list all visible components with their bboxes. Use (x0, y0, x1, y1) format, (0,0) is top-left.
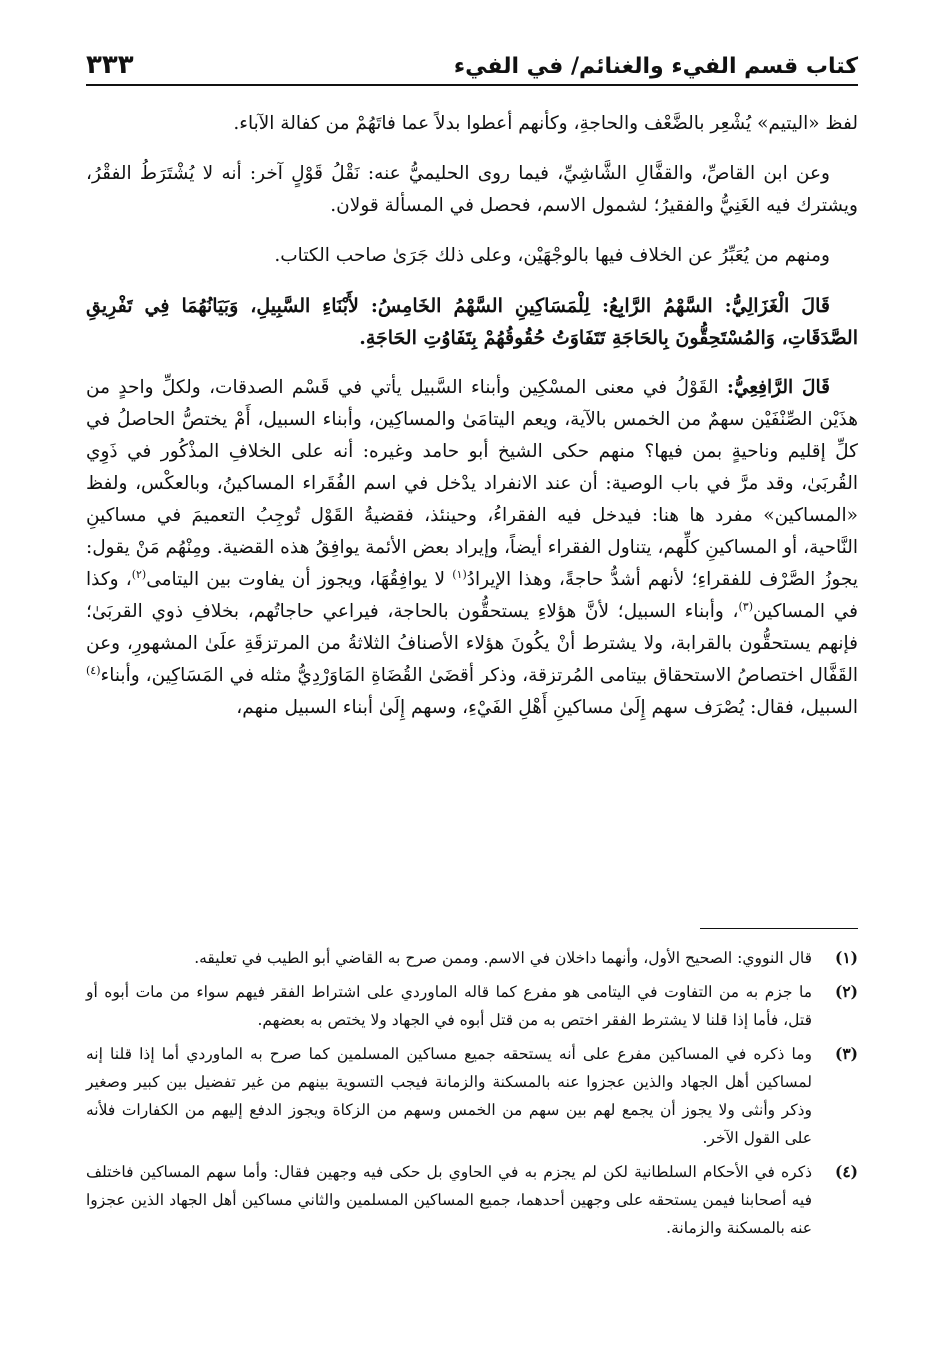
rafii-commentary (86, 372, 858, 724)
footnote-text: ذكره في الأحكام السلطانية لكن لم يجزم به في الحاوي بل حكى فيه وجهين فقال: وأما سهم المساكين فاختلف فيه أصحابنا فيمن يستحقه على وجهين أحدهما، جميع المساكين المسلمين والثاني مساكين أهل الجهاد الذين عجزوا عنه بالمسكنة والزمانة. (86, 1163, 812, 1237)
footnote-ref[interactable]: (١) (452, 567, 467, 581)
commentary-text: ، وأبناء السبيل؛ لأنَّ هؤلاءِ يستحقُّون بالحاجة، فيراعي حاجاتُهم، بخلافِ ذوي القربَىٰ؛ فإنهم يستحقُّون بالقرابة، ولا يشترط أنْ يكُونَ هؤلاء الأصنافُ الثلاثةُ من المرتزقَةِ علَىٰ المشهورِ، وعن القَفَّال اختصاصُ الاستحقاق بيتامى المُرتزقة، وذكر أقضَىٰ القُضَاةِ المَاوَرْدِيُّ مثله في المَسَاكِين، وأبناء (86, 601, 858, 686)
footnote-number: (٤) (834, 1162, 858, 1181)
header-title: كتاب قسم الفيء والغنائم/ في الفيء (453, 54, 858, 79)
footnote-text: قال النووي: الصحيح الأول، وأنهما داخلان في الاسم. وممن صرح به القاضي أبو الطيب في تعليقه. (194, 949, 812, 967)
footnote-divider (700, 928, 858, 929)
footnote (86, 1040, 858, 1152)
footnote-ref[interactable]: (٢) (131, 567, 147, 581)
footnote-ref[interactable]: (٤) (86, 663, 101, 677)
footnote (86, 1158, 858, 1242)
commentary-text: السبيل، فقال: يُصْرَف سهم إِلَىٰ مساكينِ أَهْلِ الفَيْءِ، وسهم إِلَىٰ أبناء السبيل منهم، (236, 697, 858, 718)
footnote-text: ما جزم به من التفاوت في اليتامى هو مفرع كما قاله الماوردي على اشتراط الفقر فيهم سواء من مات أبوه أو قتل، فأما إذا قلنا لا يشترط الفقر اختص به من قتل أبوه في الجهاد ولا يختص به بعضهم. (86, 983, 812, 1029)
footnote (86, 978, 858, 1034)
running-header (86, 44, 858, 86)
paragraph: ومنهم من يُعَبِّرُ عن الخلاف فيها بالوجْهَيْن، وعلى ذلك جَرَىٰ صاحب الكتاب. (274, 245, 830, 266)
footnote-number: (١) (834, 948, 858, 967)
speaker-rafii: قَالَ الرَّافِعِيُّ: (727, 377, 830, 398)
commentary-text: القَوْلُ في معنى المسْكِين وأبناء السَّبيل يأتي في قَسْم الصدقات، ولكلِّ واحدٍ من هذَيْن الصِّنْفَيْن سهمٌ من الخمس بالآية، ويعم اليتامَىٰ والمساكِين، وأبناء السبيل، أَمْ يختصُّ الحاصلُ في كلِّ إقليم وناحيةٍ بمن فيها؟ منهم حكى الشيخ أبو حامد وغيره: أنه على الخلافِ المذْكُور في ذَوِي القُربَىٰ، وقد مرَّ في باب الوصية: أن عند الانفراد يدْخل في اسم الفُقَراء المساكينُ، وبالعكْس، ولفظ «المساكين» مفرد ها هنا: فيدخل فيه الفقراءُ، وحينئذ، فقضيةُ القَوْل تُوجِبُ التعميمَ في مساكينِ النَّاحية، أو المساكينِ كلِّهم، يتناول الفقراء أيضاً، وإيراد بعض الأئمة يوافِقُ هذه القضية. ومِنْهُم مَنْ يقول: يجوزُ الصَّرْف للفقراءِ؛ لأنهم أشدُّ حاجةً، وهذا الإيرادُ (86, 377, 858, 590)
commentary-text: ، وكذا في المساكين (86, 569, 858, 622)
footnote-ref[interactable]: (٣) (738, 599, 753, 613)
footnotes (86, 944, 858, 1248)
footnote-number: (٣) (834, 1044, 858, 1063)
quote-text: السَّهْمُ الرَّابِعُ: لِلْمَسَاكِينِ السَّهْمُ الخَامِسُ: لأَبْنَاءِ السَّبِيلِ، وَبَيَانُهُمَا فِي تَفْرِيقِ الصَّدَقَاتِ، وَالمُسْتَحِقُّونَ بِالحَاجَةِ تَتَفَاوَتُ حُقُوقُهُمْ بِتَفَاوُتِ الحَاجَةِ. (86, 295, 858, 349)
footnote (86, 944, 858, 972)
footnote-text: وما ذكره في المساكين مفرع على أنه يستحقه جميع مساكين المسلمين كما صرح به الماوردي أما إذا قلنا إنه لمساكين أهل الجهاد والذين عجزوا عنه بالمسكنة والزمانة فيجب التسوية بينهم من غير تفضيل بين كبير وصغير وذكر وأنثى ولا يجوز أن يجمع لهم بين سهم من الخمس وسهم من الزكاة ويجوز الدفع إليهم من الكفارات فلأنه على القول الآخر. (86, 1045, 812, 1147)
footnote-number: (٢) (834, 982, 858, 1001)
main-text (86, 108, 858, 742)
speaker-ghazali: قَالَ الْغَزَالِيُّ: (724, 295, 830, 317)
commentary-text: لا يوافِقُهَا، ويجوز أن يفاوت بين اليتامى (146, 569, 453, 590)
paragraph: وعن ابن القاصِّ، والقفَّالِ الشَّاشِيِّ، فيما روى الحليميُّ عنه: نَقْلُ قَوْلٍ آخر: أنه لا يُشْتَرَطُ الفقْرُ، ويشترك فيه الغَنِيُّ والفقيرُ؛ لشمول الاسم، فحصل في المسألة قولان. (86, 163, 858, 216)
page-number: ٣٣٣ (86, 50, 134, 80)
ghazali-quote (86, 290, 858, 354)
paragraph: لفظ «اليتيم» يُشْعِر بالضَّعْف والحاجةِ، وكأنهم أعطوا بدلاً عما فاتَهُمْ من كفالة الآباء. (233, 113, 858, 134)
